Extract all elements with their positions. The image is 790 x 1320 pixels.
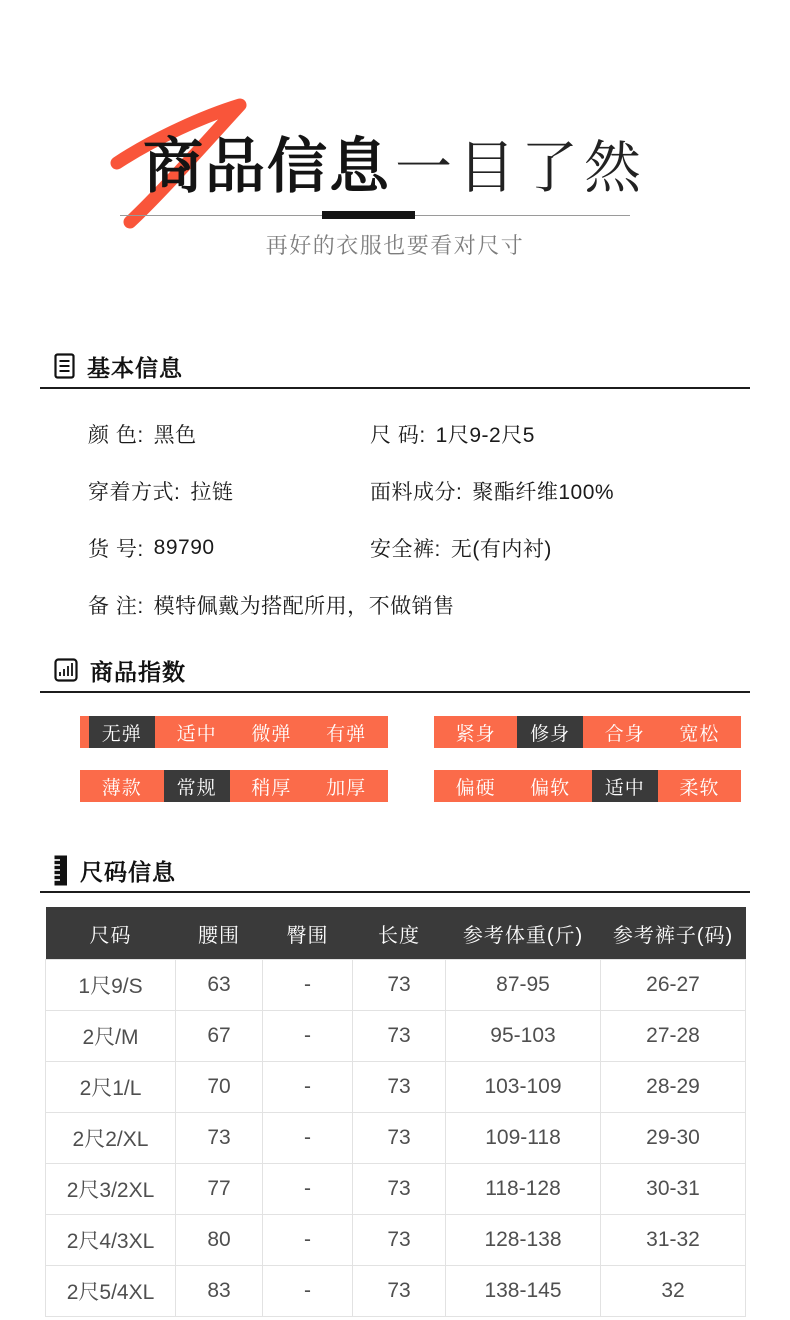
section-header-basic-info <box>40 348 750 384</box>
section-size-info <box>40 852 750 1317</box>
index-bar-elasticity <box>80 716 388 748</box>
table-cell: 83 <box>176 1266 263 1317</box>
table-cell: 70 <box>176 1062 263 1113</box>
field-value: 模特佩戴为搭配所用，不做销售 <box>153 594 455 618</box>
table-cell: 73 <box>353 1164 446 1215</box>
size-row <box>46 1266 746 1317</box>
section-title: 基本信息 <box>87 354 183 381</box>
table-cell: - <box>263 960 353 1011</box>
size-table <box>45 907 746 1317</box>
field-size-range <box>370 405 750 462</box>
index-option: 薄款 <box>101 777 142 799</box>
size-row <box>46 1215 746 1266</box>
table-cell: 63 <box>176 960 263 1011</box>
field-label: 安全裤: <box>370 537 441 561</box>
index-bar-fit <box>434 716 741 748</box>
product-index-bars <box>40 716 750 802</box>
table-cell: 27-28 <box>601 1011 746 1062</box>
table-cell: 2尺4/3XL <box>46 1215 176 1266</box>
field-label: 货 号: <box>88 537 144 561</box>
index-option: 偏软 <box>530 777 571 799</box>
table-cell: 2尺3/2XL <box>46 1164 176 1215</box>
table-cell: 73 <box>353 1113 446 1164</box>
size-table-header-row <box>46 907 746 960</box>
table-cell: 87-95 <box>446 960 601 1011</box>
table-cell: 95-103 <box>446 1011 601 1062</box>
index-option: 柔软 <box>679 777 720 799</box>
index-option: 合身 <box>604 723 645 745</box>
table-header-cell: 尺码 <box>46 907 176 960</box>
section-basic-info <box>40 348 750 633</box>
table-cell: 109-118 <box>446 1113 601 1164</box>
field-value: 1尺9-2尺5 <box>435 423 535 447</box>
table-cell: 30-31 <box>601 1164 746 1215</box>
ruler-icon <box>54 855 68 886</box>
size-row <box>46 1164 746 1215</box>
table-cell: 73 <box>353 1215 446 1266</box>
table-cell: 28-29 <box>601 1062 746 1113</box>
section-rule <box>40 891 750 893</box>
index-bar-thickness <box>80 770 388 802</box>
table-header-cell: 参考裤子(码) <box>601 907 746 960</box>
section-header-product-index <box>40 652 750 688</box>
table-cell: 67 <box>176 1011 263 1062</box>
index-option: 加厚 <box>326 777 367 799</box>
size-row <box>46 1113 746 1164</box>
field-label: 面料成分: <box>370 480 463 504</box>
table-cell: - <box>263 1266 353 1317</box>
field-label: 穿着方式: <box>88 480 181 504</box>
index-option-selected: 适中 <box>592 770 658 802</box>
index-option: 偏硬 <box>455 777 496 799</box>
table-cell: 26-27 <box>601 960 746 1011</box>
table-cell: 118-128 <box>446 1164 601 1215</box>
section-rule <box>40 691 750 693</box>
table-cell: 77 <box>176 1164 263 1215</box>
index-option: 有弹 <box>326 723 367 745</box>
section-rule <box>40 387 750 389</box>
index-option-selected: 无弹 <box>89 716 155 748</box>
size-row <box>46 1062 746 1113</box>
field-fabric <box>370 462 750 519</box>
basic-info-fields <box>40 405 750 633</box>
table-cell: 73 <box>176 1113 263 1164</box>
table-cell: - <box>263 1113 353 1164</box>
index-option: 微弹 <box>251 723 292 745</box>
section-header-size-info <box>40 852 750 888</box>
field-label: 颜 色: <box>88 423 144 447</box>
index-option: 适中 <box>176 723 217 745</box>
field-color <box>88 405 370 462</box>
section-title: 商品指数 <box>90 658 186 685</box>
table-header-cell: 长度 <box>353 907 446 960</box>
field-value: 无(有内衬) <box>450 537 552 561</box>
field-value: 89790 <box>153 535 215 559</box>
table-header-cell: 臀围 <box>263 907 353 960</box>
field-wear-style <box>88 462 370 519</box>
table-cell: - <box>263 1215 353 1266</box>
page-title-light: 一目了然 <box>395 136 647 200</box>
index-option: 宽松 <box>679 723 720 745</box>
table-cell: 138-145 <box>446 1266 601 1317</box>
table-cell: - <box>263 1164 353 1215</box>
document-icon <box>54 353 75 379</box>
field-remark <box>88 576 750 633</box>
field-value: 黑色 <box>153 423 197 447</box>
index-bar-softness <box>434 770 741 802</box>
field-label: 备 注: <box>88 594 144 618</box>
field-value: 拉链 <box>190 480 234 504</box>
table-cell: - <box>263 1062 353 1113</box>
page-title-bold: 商品信息 <box>143 133 391 200</box>
table-header-cell: 参考体重(斤) <box>446 907 601 960</box>
index-option-selected: 常规 <box>164 770 230 802</box>
table-cell: 31-32 <box>601 1215 746 1266</box>
table-cell: 73 <box>353 1011 446 1062</box>
page-title <box>0 134 790 200</box>
section-title: 尺码信息 <box>80 858 176 885</box>
field-item-number <box>88 519 370 576</box>
table-cell: 1尺9/S <box>46 960 176 1011</box>
size-row <box>46 1011 746 1062</box>
table-cell: 73 <box>353 960 446 1011</box>
bar-chart-icon <box>54 658 78 682</box>
title-divider-accent <box>322 211 415 219</box>
table-header-cell: 腰围 <box>176 907 263 960</box>
table-cell: 2尺5/4XL <box>46 1266 176 1317</box>
table-cell: 103-109 <box>446 1062 601 1113</box>
table-cell: 2尺/M <box>46 1011 176 1062</box>
field-safety-pants <box>370 519 750 576</box>
table-cell: 29-30 <box>601 1113 746 1164</box>
field-label: 尺 码: <box>370 423 426 447</box>
index-option-selected: 修身 <box>517 716 583 748</box>
size-row <box>46 960 746 1011</box>
table-cell: 128-138 <box>446 1215 601 1266</box>
table-cell: 32 <box>601 1266 746 1317</box>
table-cell: 2尺1/L <box>46 1062 176 1113</box>
hero-header <box>0 0 790 300</box>
page-subtitle: 再好的衣服也要看对尺寸 <box>265 233 525 258</box>
table-cell: 2尺2/XL <box>46 1113 176 1164</box>
table-cell: 80 <box>176 1215 263 1266</box>
table-cell: 73 <box>353 1062 446 1113</box>
field-value: 聚酯纤维100% <box>472 480 615 504</box>
section-product-index <box>40 652 750 802</box>
table-cell: 73 <box>353 1266 446 1317</box>
index-option: 紧身 <box>455 723 496 745</box>
index-option: 稍厚 <box>251 777 292 799</box>
table-cell: - <box>263 1011 353 1062</box>
